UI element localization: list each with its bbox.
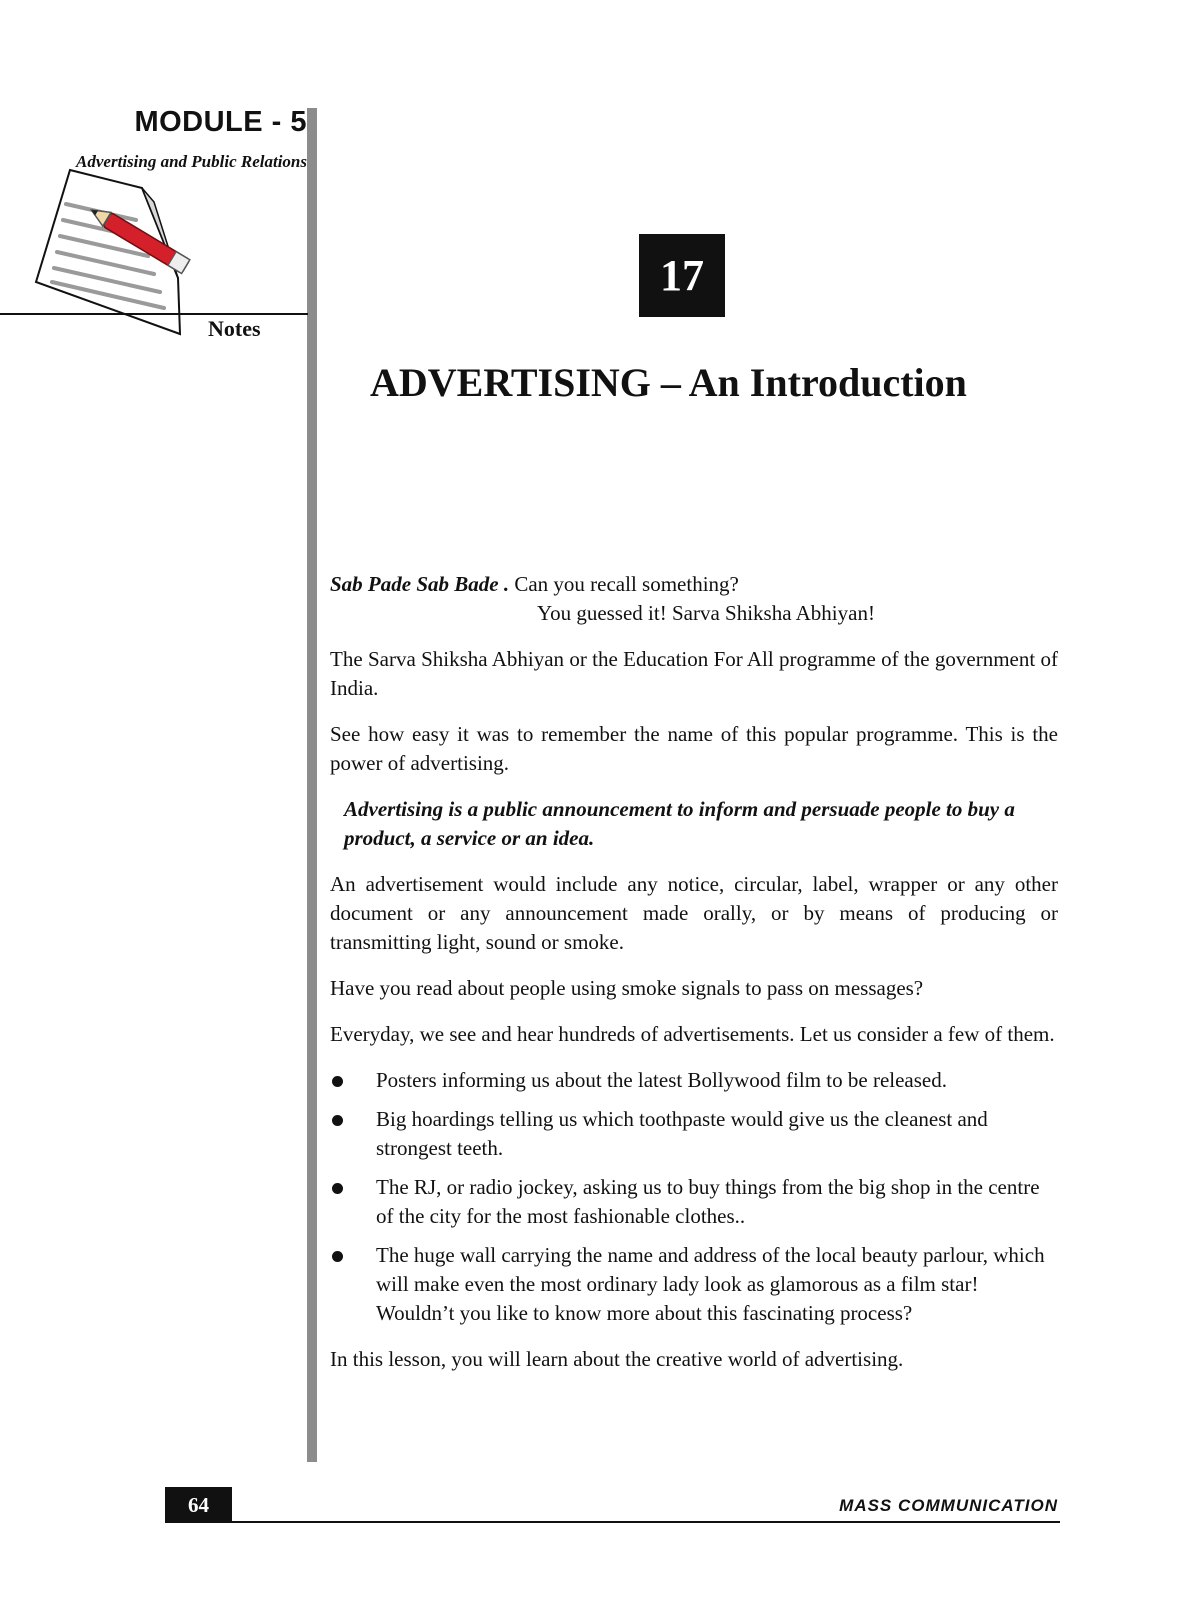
chapter-title: ADVERTISING – An Introduction — [370, 360, 967, 405]
list-item — [330, 1066, 1058, 1095]
footer-rule — [165, 1521, 1060, 1523]
paragraph: An advertisement would include any notice, circular, label, wrapper or any other document or any announcement made orally, or by means of producing or transmitting light, sound or smoke. — [330, 872, 1058, 954]
intro-line — [330, 570, 1058, 599]
paragraph: Everyday, we see and hear hundreds of advertisements. Let us consider a few of them. — [330, 1022, 1055, 1046]
sidebar-divider — [307, 108, 317, 1462]
lesson-body — [330, 570, 1058, 1391]
notes-rule — [0, 313, 308, 315]
paragraph: See how easy it was to remember the name of this popular programme. This is the power of advertising. — [330, 722, 1058, 775]
intro-question: Can you recall something? — [509, 572, 739, 596]
definition-highlight: Advertising is a public announcement to inform and persuade people to buy a product, a service or an idea. — [344, 797, 1015, 850]
bullet-icon — [332, 1183, 343, 1194]
list-item-text: The RJ, or radio jockey, asking us to buy things from the big shop in the centre of the city for the most fashionable clothes.. — [376, 1175, 1040, 1228]
list-item-text: The huge wall carrying the name and address of the local beauty parlour, which will make even the most ordinary lady look as glamorous as a film star! Wouldn’t you like to know more about this fascinating process? — [376, 1243, 1045, 1325]
list-item — [330, 1241, 1058, 1328]
module-subtitle: Advertising and Public Relations — [76, 152, 307, 171]
list-item-text: Posters informing us about the latest Bollywood film to be released. — [376, 1068, 947, 1092]
list-item — [330, 1173, 1058, 1231]
list-item-text: Big hoardings telling us which toothpaste would give us the cleanest and strongest teeth. — [376, 1107, 988, 1160]
chapter-number: 17 — [639, 234, 725, 317]
course-title: MASS COMMUNICATION — [839, 1496, 1058, 1515]
paragraph: Have you read about people using smoke signals to pass on messages? — [330, 976, 924, 1000]
notes-label: Notes — [208, 316, 261, 341]
bullet-icon — [332, 1115, 343, 1126]
bullet-icon — [332, 1251, 343, 1262]
bullet-icon — [332, 1076, 343, 1087]
examples-list — [330, 1066, 1058, 1328]
intro-answer: You guessed it! Sarva Shiksha Abhiyan! — [537, 601, 875, 625]
module-title: MODULE - 5 — [134, 106, 307, 138]
intro-lead: Sab Pade Sab Bade . — [330, 572, 510, 596]
paragraph: The Sarva Shiksha Abhiyan or the Education For All programme of the government of India. — [330, 647, 1058, 700]
list-item — [330, 1105, 1058, 1163]
intro-block — [330, 570, 1058, 628]
page-number: 64 — [165, 1487, 232, 1523]
closing-paragraph: In this lesson, you will learn about the creative world of advertising. — [330, 1347, 904, 1371]
